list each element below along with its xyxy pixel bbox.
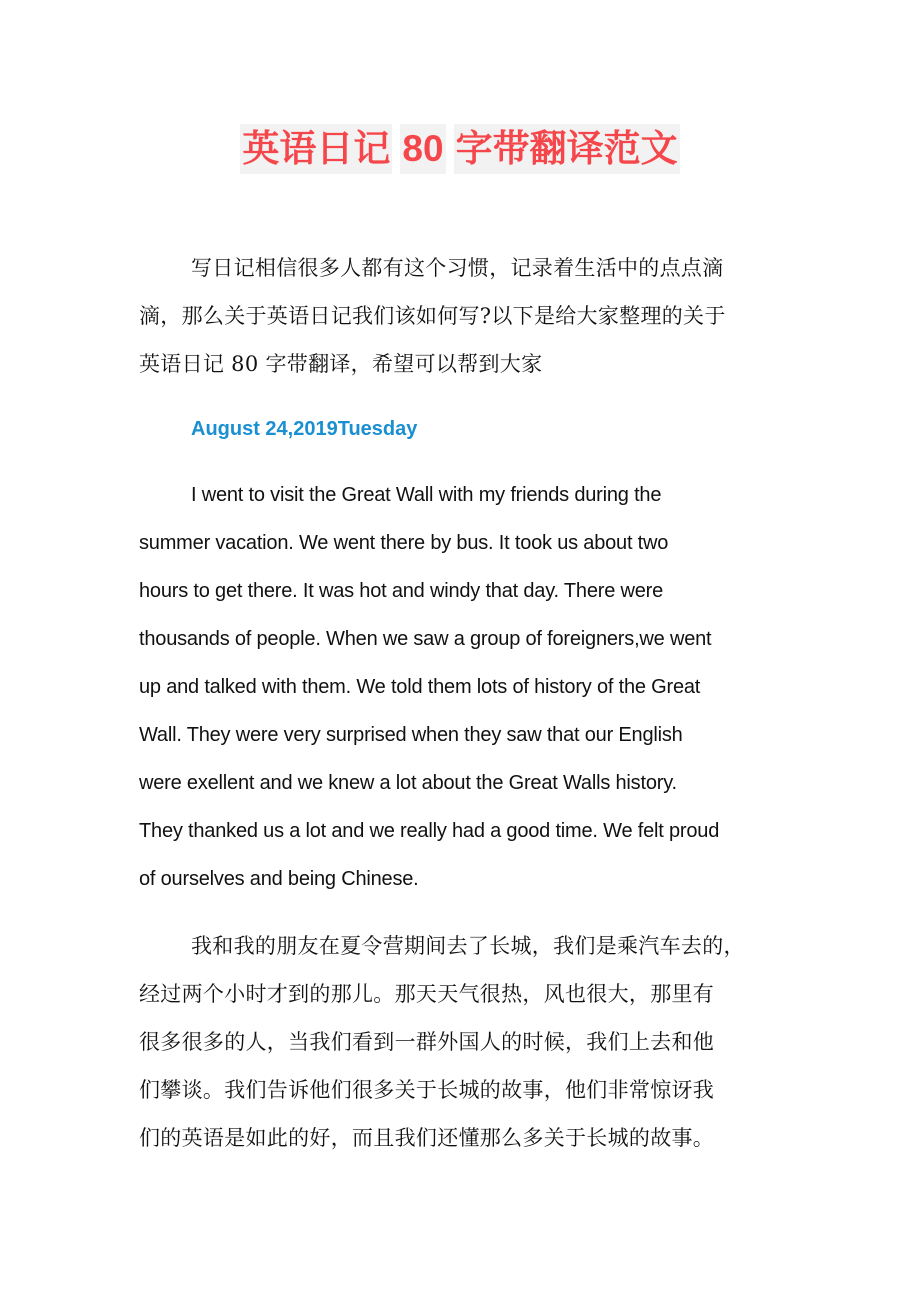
english-line: summer vacation. We went there by bus. It took us about two bbox=[139, 532, 669, 554]
english-line: thousands of people. When we saw a group of foreigners,we went bbox=[139, 628, 712, 650]
document-title bbox=[0, 124, 920, 174]
chinese-line: 很多很多的人，当我们看到一群外国人的时候，我们上去和他 bbox=[139, 1030, 715, 1054]
english-line: of ourselves and being Chinese. bbox=[139, 868, 419, 890]
english-line: I went to visit the Great Wall with my friends during the bbox=[191, 484, 662, 506]
chinese-line: 我和我的朋友在夏令营期间去了长城，我们是乘汽车去的， bbox=[191, 934, 745, 958]
date-heading: August 24,2019Tuesday bbox=[191, 418, 418, 440]
english-line: were exellent and we knew a lot about the Great Walls history. bbox=[139, 772, 677, 794]
chinese-line: 们攀谈。我们告诉他们很多关于长城的故事，他们非常惊讶我 bbox=[139, 1078, 715, 1102]
english-line: They thanked us a lot and we really had a good time. We felt proud bbox=[139, 820, 720, 842]
intro-paragraph bbox=[139, 244, 799, 388]
intro-line: 写日记相信很多人都有这个习惯，记录着生活中的点点滴 bbox=[191, 256, 724, 280]
english-line: hours to get there. It was hot and windy that day. There were bbox=[139, 580, 664, 602]
english-line: Wall. They were very surprised when they saw that our English bbox=[139, 724, 683, 746]
chinese-translation-paragraph bbox=[139, 922, 799, 1162]
title-segment-1: 英语日记 bbox=[240, 124, 392, 174]
intro-line: 英语日记 80 字带翻译，希望可以帮到大家 bbox=[139, 352, 543, 376]
english-line: up and talked with them. We told them lots of history of the Great bbox=[139, 676, 701, 698]
title-segment-3: 字带翻译范文 bbox=[454, 124, 680, 174]
intro-line: 滴，那么关于英语日记我们该如何写?以下是给大家整理的关于 bbox=[139, 304, 726, 328]
title-segment-2: 80 bbox=[400, 124, 445, 174]
chinese-line: 们的英语是如此的好，而且我们还懂那么多关于长城的故事。 bbox=[139, 1126, 715, 1150]
english-entry-paragraph bbox=[139, 471, 799, 903]
chinese-line: 经过两个小时才到的那儿。那天天气很热，风也很大，那里有 bbox=[139, 982, 715, 1006]
